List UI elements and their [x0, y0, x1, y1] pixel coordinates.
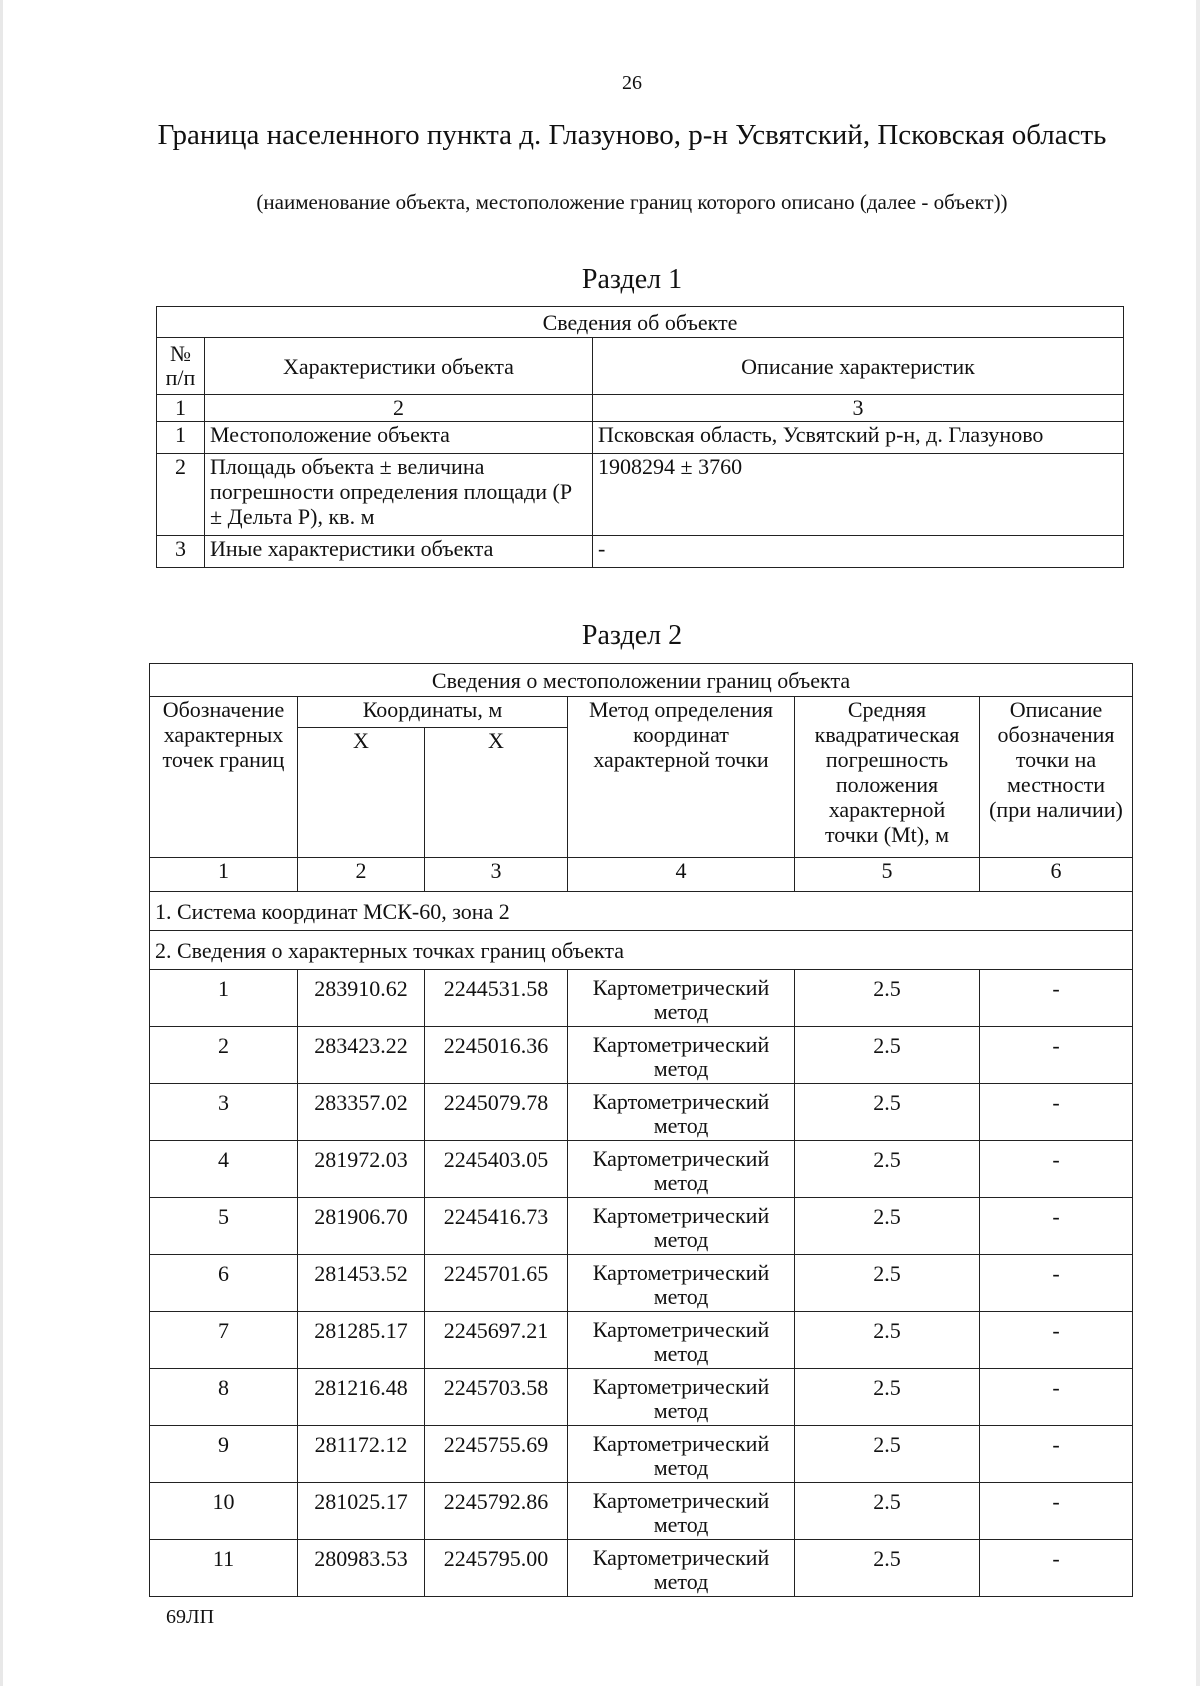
point-id: 2 [150, 1027, 298, 1084]
table-row [150, 1141, 1133, 1198]
index-cell: 4 [568, 858, 795, 892]
point-method: Картометрический метод [568, 1141, 795, 1198]
document-code: 69ЛП [166, 1606, 215, 1628]
point-method: Картометрический метод [568, 1426, 795, 1483]
point-y: 2245416.73 [425, 1198, 568, 1255]
point-x: 283357.02 [298, 1084, 425, 1141]
point-description: - [980, 1141, 1133, 1198]
table-row [150, 970, 1133, 1027]
row-description: 1908294 ± 3760 [593, 454, 1124, 536]
point-id: 10 [150, 1483, 298, 1540]
object-info-table [156, 306, 1124, 568]
row-characteristic: Местоположение объекта [205, 422, 593, 454]
header-description: Описание характеристик [593, 338, 1124, 395]
coordinate-system-row: 1. Система координат МСК-60, зона 2 [150, 892, 1133, 931]
table-row [150, 1540, 1133, 1597]
table-row [150, 1084, 1133, 1141]
point-x: 281453.52 [298, 1255, 425, 1312]
table-row [150, 1312, 1133, 1369]
point-y: 2245792.86 [425, 1483, 568, 1540]
point-description: - [980, 1540, 1133, 1597]
point-method: Картометрический метод [568, 1027, 795, 1084]
boundary-points-table [149, 663, 1133, 1597]
boundary-caption: Сведения о местоположении границ объекта [150, 664, 1133, 697]
point-x: 283423.22 [298, 1027, 425, 1084]
row-description: - [593, 536, 1124, 568]
scan-edge-left [0, 0, 3, 1686]
point-y: 2245755.69 [425, 1426, 568, 1483]
section1-heading: Раздел 1 [581, 264, 683, 295]
point-description: - [980, 970, 1133, 1027]
scan-edge-right [1196, 0, 1200, 1686]
point-description: - [980, 1483, 1133, 1540]
point-y: 2245079.78 [425, 1084, 568, 1141]
point-description: - [980, 1027, 1133, 1084]
row-num: 3 [157, 536, 205, 568]
index-cell: 1 [157, 395, 205, 422]
point-id: 3 [150, 1084, 298, 1141]
point-id: 8 [150, 1369, 298, 1426]
point-x: 281285.17 [298, 1312, 425, 1369]
point-method: Картометрический метод [568, 1084, 795, 1141]
point-method: Картометрический метод [568, 1255, 795, 1312]
point-id: 11 [150, 1540, 298, 1597]
table-row [150, 1255, 1133, 1312]
point-x: 281172.12 [298, 1426, 425, 1483]
point-id: 9 [150, 1426, 298, 1483]
point-id: 4 [150, 1141, 298, 1198]
point-method: Картометрический метод [568, 1198, 795, 1255]
header-x2: X [425, 728, 568, 858]
point-id: 6 [150, 1255, 298, 1312]
point-y: 2244531.58 [425, 970, 568, 1027]
point-description: - [980, 1198, 1133, 1255]
point-method: Картометрический метод [568, 1483, 795, 1540]
index-cell: 3 [425, 858, 568, 892]
point-x: 283910.62 [298, 970, 425, 1027]
points-body [150, 970, 1133, 1597]
point-x: 281216.48 [298, 1369, 425, 1426]
point-description: - [980, 1369, 1133, 1426]
point-mt: 2.5 [795, 1255, 980, 1312]
point-x: 281025.17 [298, 1483, 425, 1540]
point-mt: 2.5 [795, 1426, 980, 1483]
point-y: 2245703.58 [425, 1369, 568, 1426]
point-id: 1 [150, 970, 298, 1027]
point-method: Картометрический метод [568, 970, 795, 1027]
row-description: Псковская область, Усвятский р-н, д. Глазуново [593, 422, 1124, 454]
header-x1: X [298, 728, 425, 858]
index-cell: 6 [980, 858, 1133, 892]
point-mt: 2.5 [795, 1312, 980, 1369]
header-characteristic: Характеристики объекта [205, 338, 593, 395]
header-error: Средняя квадратическая погрешность положения характерной точки (Mt), м [795, 697, 980, 858]
point-y: 2245697.21 [425, 1312, 568, 1369]
page-title: Граница населенного пункта д. Глазуново, р-н Усвятский, Псковская область [157, 119, 1107, 151]
table-row [150, 1369, 1133, 1426]
index-cell: 2 [298, 858, 425, 892]
row-num: 2 [157, 454, 205, 536]
point-method: Картометрический метод [568, 1369, 795, 1426]
point-id: 7 [150, 1312, 298, 1369]
section2-heading: Раздел 2 [581, 620, 683, 651]
point-description: - [980, 1426, 1133, 1483]
header-point-description: Описание обозначения точки на местности (при наличии) [980, 697, 1133, 858]
point-x: 280983.53 [298, 1540, 425, 1597]
table-row [150, 1198, 1133, 1255]
row-characteristic: Площадь объекта ± величина погрешности определения площади (Р ± Дельта Р), кв. м [205, 454, 593, 536]
point-description: - [980, 1084, 1133, 1141]
point-mt: 2.5 [795, 1540, 980, 1597]
point-method: Картометрический метод [568, 1540, 795, 1597]
points-section-row: 2. Сведения о характерных точках границ объекта [150, 931, 1133, 970]
point-description: - [980, 1255, 1133, 1312]
table-row [150, 1426, 1133, 1483]
table-row [157, 536, 1124, 568]
table-row [157, 454, 1124, 536]
point-id: 5 [150, 1198, 298, 1255]
index-cell: 1 [150, 858, 298, 892]
row-num: 1 [157, 422, 205, 454]
point-method: Картометрический метод [568, 1312, 795, 1369]
page-subtitle: (наименование объекта, местоположение границ которого описано (далее - объект)) [256, 190, 1008, 214]
header-coordinates: Координаты, м [298, 697, 568, 728]
header-designation: Обозначение характерных точек границ [150, 697, 298, 858]
index-cell: 2 [205, 395, 593, 422]
point-mt: 2.5 [795, 1141, 980, 1198]
point-x: 281906.70 [298, 1198, 425, 1255]
point-mt: 2.5 [795, 970, 980, 1027]
object-info-caption: Сведения об объекте [157, 307, 1124, 338]
table-row [150, 1027, 1133, 1084]
point-mt: 2.5 [795, 1369, 980, 1426]
point-mt: 2.5 [795, 1084, 980, 1141]
point-mt: 2.5 [795, 1027, 980, 1084]
header-method: Метод определения координат характерной точки [568, 697, 795, 858]
point-mt: 2.5 [795, 1198, 980, 1255]
point-description: - [980, 1312, 1133, 1369]
point-x: 281972.03 [298, 1141, 425, 1198]
header-num: № п/п [157, 338, 205, 395]
point-y: 2245016.36 [425, 1027, 568, 1084]
table-row [150, 1483, 1133, 1540]
point-y: 2245403.05 [425, 1141, 568, 1198]
row-characteristic: Иные характеристики объекта [205, 536, 593, 568]
page-number: 26 [622, 72, 642, 94]
point-y: 2245701.65 [425, 1255, 568, 1312]
point-mt: 2.5 [795, 1483, 980, 1540]
table-row [157, 422, 1124, 454]
index-cell: 5 [795, 858, 980, 892]
index-cell: 3 [593, 395, 1124, 422]
point-y: 2245795.00 [425, 1540, 568, 1597]
